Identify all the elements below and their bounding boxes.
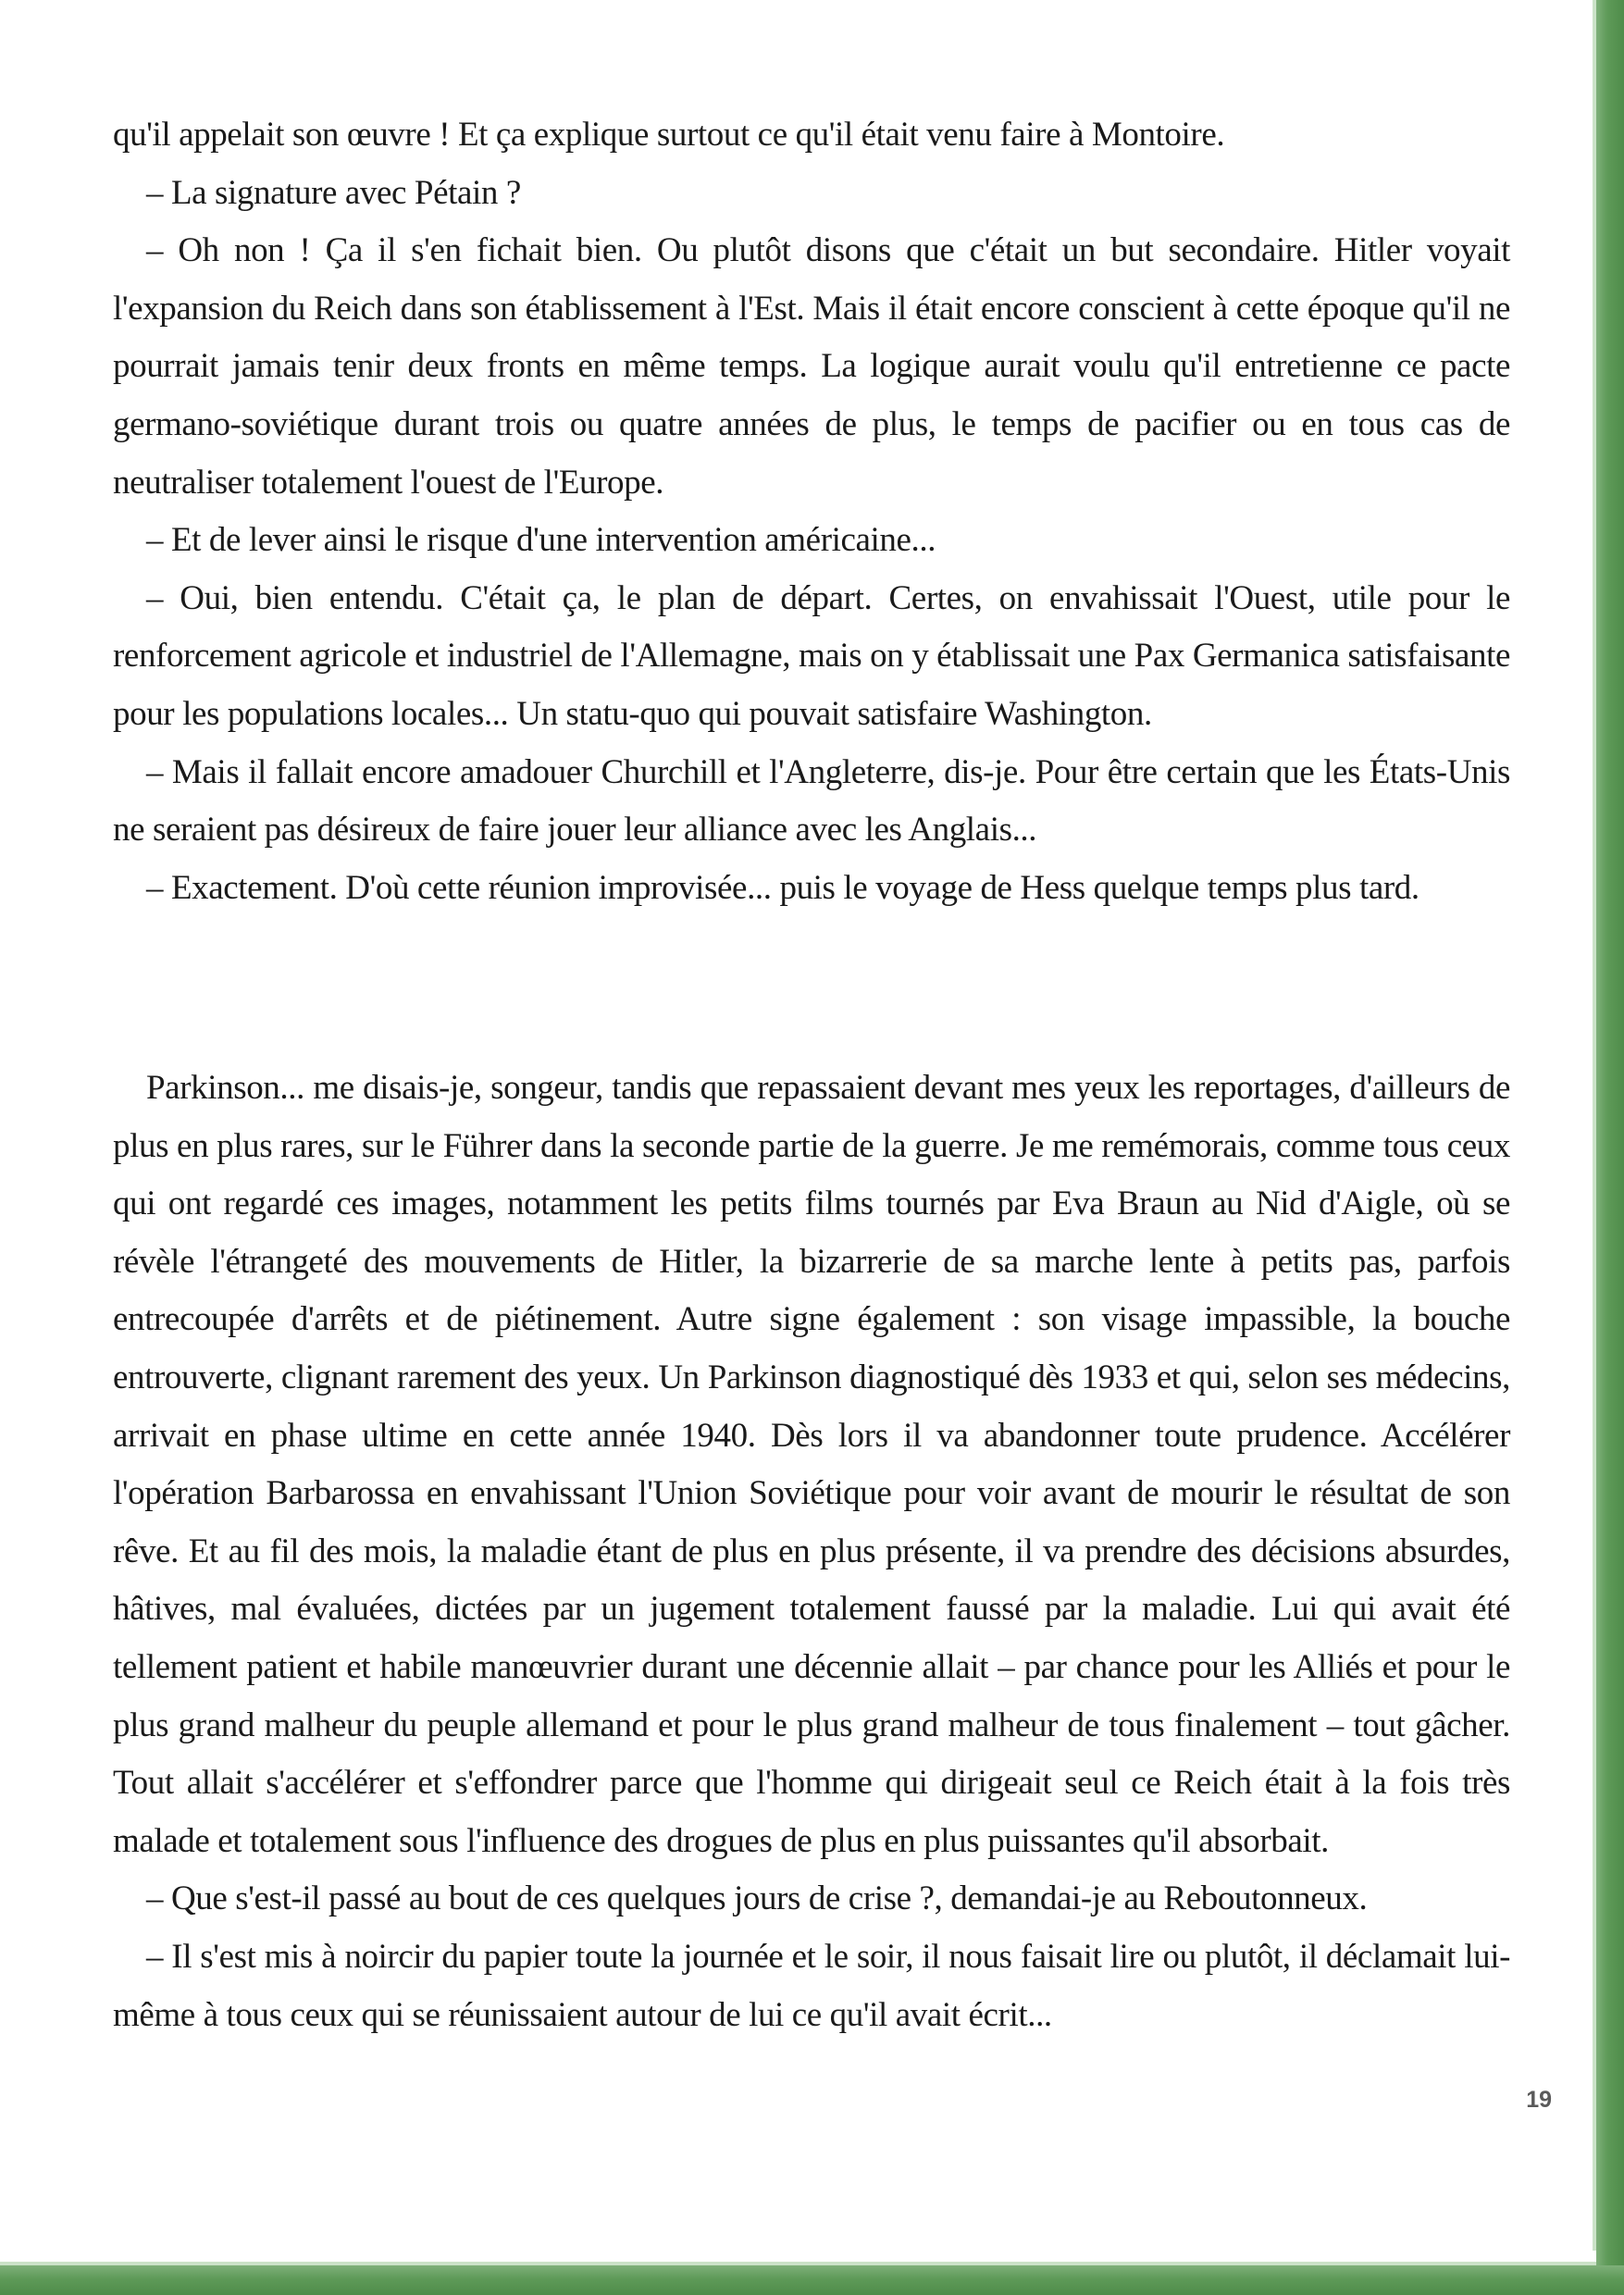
paragraph: – Que s'est-il passé au bout de ces quelques jours de crise ?, demandai-je au Reboutonneux. [146, 1879, 1368, 1918]
page-border-bottom [0, 2265, 1624, 2295]
paragraph: – Oh non ! Ça il s'en fichait bien. Ou plutôt disons que c'était un but secondaire. Hitler voyait l'expansion du Reich dans son établissement à l'Est. Mais il était encore conscient à cette époque qu'il ne pourrait jamais tenir deux fronts en même temps. La logique aurait voulu qu'il entretienne ce pacte germano-soviétique durant trois ou quatre années de plus, le temps de pacifier ou en tous cas de neutraliser totalement l'ouest de l'Europe. [113, 231, 1510, 502]
paragraph: – Exactement. D'où cette réunion improvisée... puis le voyage de Hess quelque temps plus tard. [146, 868, 1419, 907]
paragraph: – Mais il fallait encore amadouer Churchill et l'Angleterre, dis-je. Pour être certain que les États-Unis ne seraient pas désireux de faire jouer leur alliance avec les Anglais... [113, 752, 1510, 850]
text-section-1 [113, 106, 1510, 917]
paragraph: – La signature avec Pétain ? [146, 173, 521, 212]
paragraph: Parkinson... me disais-je, songeur, tandis que repassaient devant mes yeux les reportages, d'ailleurs de plus en plus rares, sur le Führer dans la seconde partie de la guerre. Je me remémorais, comme tous ceux qui ont regardé ces images, notamment les petits films tournés par Eva Braun au Nid d'Aigle, où se révèle l'étrangeté des mouvements de Hitler, la bizarrerie de sa marche lente à petits pas, parfois entrecoupée d'arrêts et de piétinement. Autre signe également : son visage impassible, la bouche entrouverte, clignant rarement des yeux. Un Parkinson diagnostiqué dès 1933 et qui, selon ses médecins, arrivait en phase ultime en cette année 1940. Dès lors il va abandonner toute prudence. Accélérer l'opération Barbarossa en envahissant l'Union Soviétique pour voir avant de mourir le résultat de son rêve. Et au fil des mois, la maladie étant de plus en plus présente, il va prendre des décisions absurdes, hâtives, mal évaluées, dictées par un jugement totalement faussé par la maladie. Lui qui avait été tellement patient et habile manœuvrier durant une décennie allait – par chance pour les Alliés et pour le plus grand malheur du peuple allemand et pour le plus grand malheur de tous finalement – tout gâcher. Tout allait s'accélérer et s'effondrer parce que l'homme qui dirigeait seul ce Reich était à la fois très malade et totalement sous l'influence des drogues de plus en plus puissantes qu'il absorbait. [113, 1069, 1510, 1860]
page-border-right [1596, 0, 1624, 2295]
paragraph: – Oui, bien entendu. C'était ça, le plan de départ. Certes, on envahissait l'Ouest, utile pour le renforcement agricole et industriel de l'Allemagne, mais on y établissait une Pax Germanica satisfaisante pour les populations locales... Un statu-quo qui pouvait satisfaire Washington. [113, 578, 1510, 733]
text-section-2 [113, 1060, 1510, 2044]
paragraph: – Il s'est mis à noircir du papier toute la journée et le soir, il nous faisait lire ou plutôt, il déclamait lui-même à tous ceux qui se réunissaient autour de lui ce qu'il avait écrit... [113, 1937, 1510, 2034]
paragraph: qu'il appelait son œuvre ! Et ça explique surtout ce qu'il était venu faire à Montoire. [113, 116, 1225, 154]
paragraph: – Et de lever ainsi le risque d'une intervention américaine... [146, 521, 936, 560]
page-number: 19 [1526, 2087, 1552, 2113]
